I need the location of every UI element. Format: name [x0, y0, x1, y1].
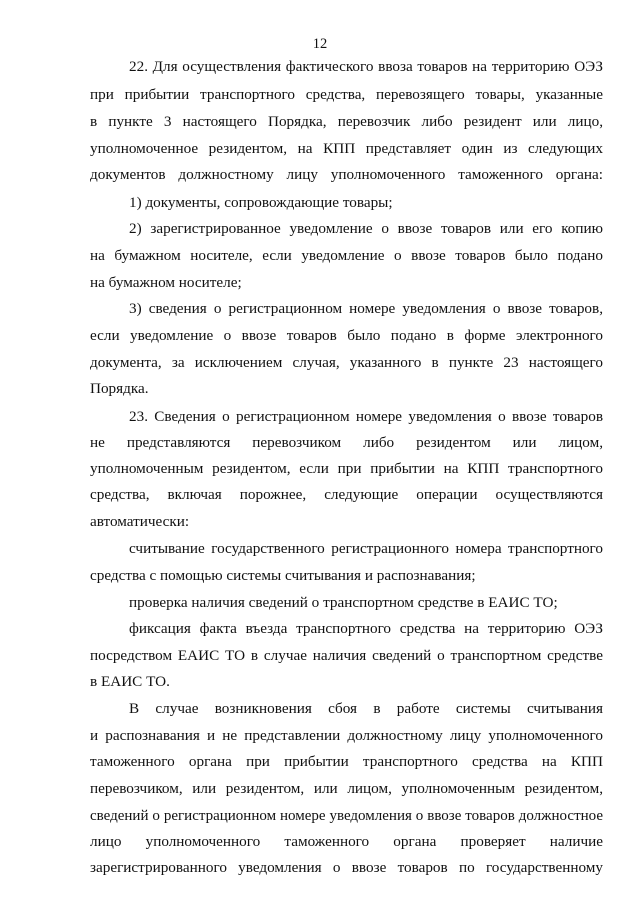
text-line: проверка наличия сведений о транспортном средстве в ЕАИС ТО;	[129, 594, 558, 611]
text-line: сведений о регистрационном номере уведомления о ввозе товаров должностное	[90, 808, 603, 824]
text-line: 22. Для осуществления фактического ввоза товаров на территорию ОЭЗ	[129, 58, 603, 75]
text-line: на бумажном носителе, если уведомление о ввозе товаров было подано	[90, 247, 603, 264]
text-line: в пункте 3 настоящего Порядка, перевозчик либо резидент или лицо,	[90, 113, 603, 130]
text-line: уполномоченное резидентом, на КПП представляет один из следующих	[90, 140, 603, 157]
text-line: лицо уполномоченного таможенного органа проверяет наличие	[90, 833, 603, 850]
text-line: перевозчиком, или резидентом, или лицом, уполномоченным резидентом,	[90, 780, 603, 797]
text-line: 2) зарегистрированное уведомление о ввозе товаров или его копию	[129, 220, 603, 237]
text-line: автоматически:	[90, 513, 190, 530]
page-number: 12	[312, 36, 328, 52]
text-line: в ЕАИС ТО.	[90, 673, 170, 690]
text-line: таможенного органа при прибытии транспортного средства на КПП	[90, 753, 603, 770]
text-line: не представляются перевозчиком либо резидентом или лицом,	[90, 434, 603, 451]
text-line: средства, включая порожнее, следующие операции осуществляются	[90, 486, 603, 503]
text-line: В случае возникновения сбоя в работе системы считывания	[129, 700, 603, 717]
text-line: и распознавания и не представлении должностному лицу уполномоченного	[90, 727, 603, 744]
text-line: если уведомление о ввозе товаров было подано в форме электронного	[90, 327, 603, 344]
text-line: документов должностному лицу уполномоченного таможенного органа:	[90, 166, 603, 183]
text-line: считывание государственного регистрационного номера транспортного	[129, 540, 603, 557]
text-line: 1) документы, сопровождающие товары;	[129, 194, 393, 211]
text-line: средства с помощью системы считывания и распознавания;	[90, 567, 476, 584]
text-line: зарегистрированного уведомления о ввозе товаров по государственному	[90, 859, 603, 876]
text-line: Порядка.	[90, 380, 149, 397]
text-line: документа, за исключением случая, указанного в пункте 23 настоящего	[90, 354, 603, 371]
text-line: на бумажном носителе;	[90, 274, 242, 291]
text-line: фиксация факта въезда транспортного средства на территорию ОЭЗ	[129, 620, 603, 637]
text-line: 3) сведения о регистрационном номере уведомления о ввозе товаров,	[129, 300, 603, 317]
text-line: 23. Сведения о регистрационном номере уведомления о ввозе товаров	[129, 408, 603, 425]
text-line: уполномоченным резидентом, если при прибытии на КПП транспортного	[90, 460, 603, 477]
text-line: посредством ЕАИС ТО в случае наличия сведений о транспортном средстве	[90, 647, 603, 664]
text-line: при прибытии транспортного средства, перевозящего товары, указанные	[90, 86, 603, 103]
